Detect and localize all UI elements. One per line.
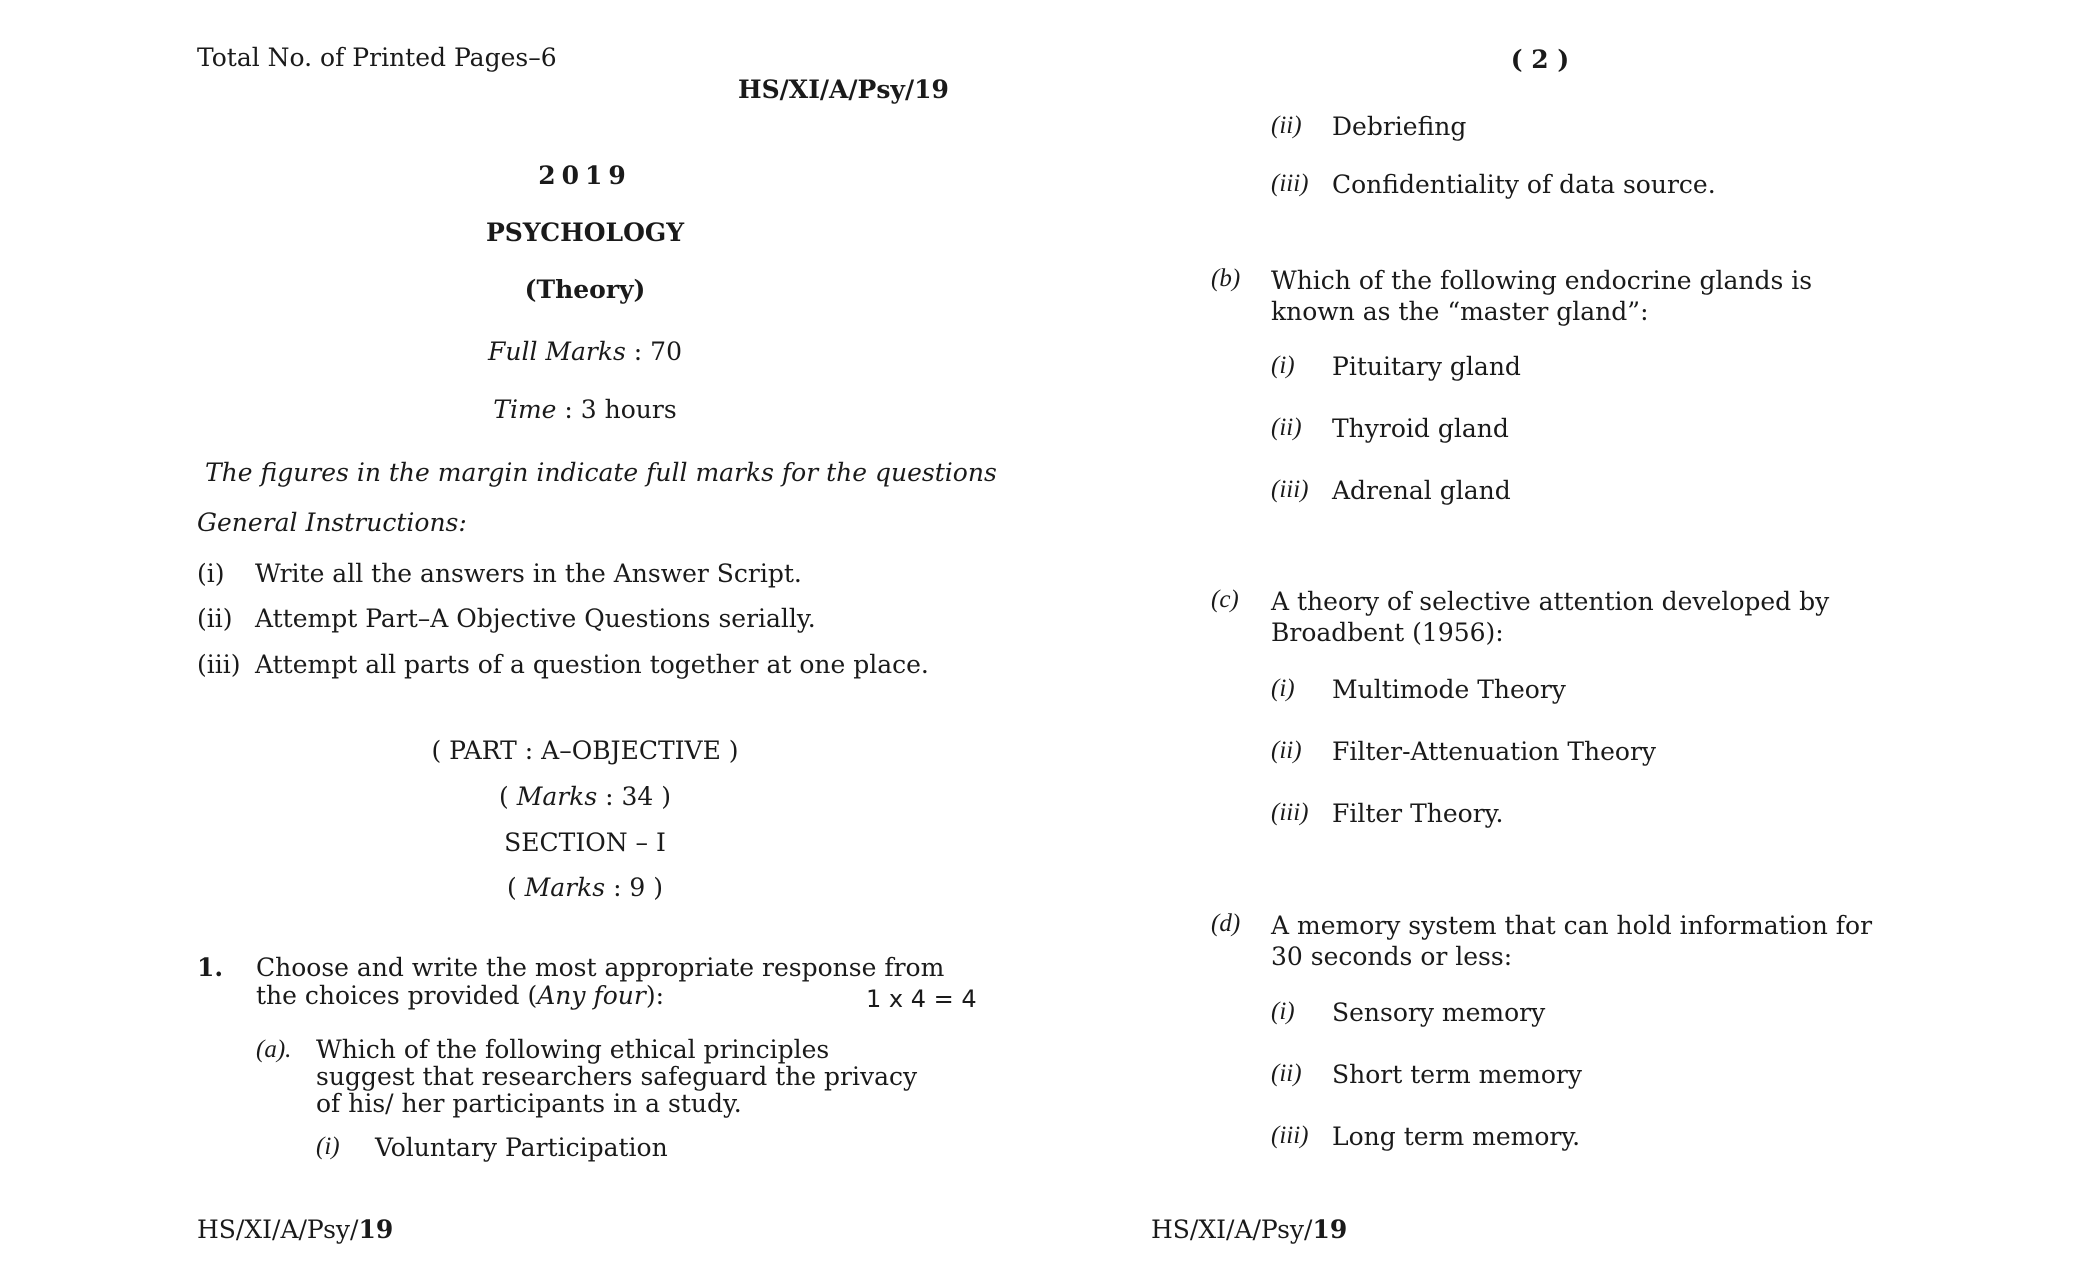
- subquestion-text: Which of the following ethical principles suggest that researchers safeguard the privacy of his/ her participants in a study.: [316, 1035, 918, 1118]
- option-number: (i): [1271, 675, 1295, 702]
- section-marks: [340, 873, 830, 902]
- option-number: (iii): [1271, 170, 1309, 197]
- option-number: (ii): [1271, 112, 1302, 139]
- subquestion-text: A theory of selective attention developed by Broadbent (1956):: [1271, 587, 1830, 647]
- footer-code-year: 19: [1312, 1215, 1348, 1244]
- option-text: Debriefing: [1332, 112, 1467, 141]
- exam-year: 2019: [538, 161, 632, 190]
- subject-title: PSYCHOLOGY: [485, 218, 685, 247]
- instruction-item: [197, 650, 929, 679]
- section-marks-open: (: [506, 873, 517, 902]
- option-text: Adrenal gland: [1332, 476, 1511, 505]
- subquestion-text: Which of the following endocrine glands is known as the “master gland”:: [1271, 266, 1813, 326]
- part-marks-open: (: [499, 782, 509, 811]
- option-text: Multimode Theory: [1332, 675, 1566, 704]
- footer-code-year: 19: [358, 1215, 394, 1244]
- option-text: Sensory memory: [1332, 998, 1546, 1027]
- paper-type: (Theory): [524, 275, 646, 304]
- question-number: 1.: [197, 953, 224, 982]
- time-allowed: [340, 395, 830, 424]
- section-marks-value: : 9 ): [613, 873, 664, 902]
- option-text: Short term memory: [1332, 1060, 1582, 1089]
- subquestion-text: A memory system that can hold information for 30 seconds or less:: [1271, 911, 1873, 971]
- full-marks: [340, 337, 830, 366]
- footer-code: [1151, 1215, 1347, 1244]
- page-number: ( 2 ): [1510, 45, 1570, 74]
- question-text-part: the choices provided (: [256, 981, 538, 1010]
- question-text-line1: Choose and write the most appropriate response from: [256, 953, 945, 982]
- instruction-text: Attempt Part–A Objective Questions serially.: [255, 604, 816, 633]
- question-text-italic: Any four: [537, 981, 646, 1010]
- option-text: Thyroid gland: [1332, 414, 1509, 443]
- time-label: Time: [493, 395, 557, 424]
- instructions-heading: General Instructions:: [197, 508, 467, 537]
- footer-code: [197, 1215, 393, 1244]
- paper-code: HS/XI/A/Psy/19: [738, 75, 949, 104]
- option-number: (i): [1271, 998, 1295, 1025]
- margin-note: The figures in the margin indicate full marks for the questions: [205, 458, 997, 487]
- instruction-number: (ii): [197, 604, 233, 633]
- option-text: Pituitary gland: [1332, 352, 1521, 381]
- question-text-line2: [256, 981, 664, 1010]
- full-marks-value: : 70: [633, 337, 682, 366]
- part-marks: [340, 782, 830, 811]
- instruction-text: Attempt all parts of a question together at one place.: [255, 650, 929, 679]
- footer-code-prefix: HS/XI/A/Psy/: [197, 1215, 359, 1244]
- question-text-part: ):: [645, 981, 665, 1010]
- option-number: (i): [316, 1133, 340, 1160]
- instruction-number: (iii): [197, 650, 241, 679]
- option-number: (i): [1271, 352, 1295, 379]
- option-number: (iii): [1271, 476, 1309, 503]
- full-marks-label: Full Marks: [488, 337, 626, 366]
- subquestion-label: (b): [1211, 265, 1241, 292]
- option-number: (ii): [1271, 414, 1302, 441]
- section-marks-label: Marks: [524, 873, 606, 902]
- subquestion-label: (d): [1211, 910, 1241, 937]
- section-heading: SECTION – I: [504, 828, 666, 857]
- part-marks-label: Marks: [516, 782, 598, 811]
- option-number: (iii): [1271, 1122, 1309, 1149]
- part-marks-value: : 34 ): [605, 782, 671, 811]
- question-marks: 1 x 4 = 4: [866, 985, 977, 1013]
- total-pages: Total No. of Printed Pages–6: [197, 43, 557, 72]
- time-value: : 3 hours: [564, 395, 677, 424]
- option-text: Voluntary Participation: [375, 1133, 668, 1162]
- option-number: (iii): [1271, 799, 1309, 826]
- instruction-number: (i): [197, 559, 225, 588]
- option-number: (ii): [1271, 737, 1302, 764]
- footer-code-prefix: HS/XI/A/Psy/: [1151, 1215, 1313, 1244]
- option-text: Long term memory.: [1332, 1122, 1581, 1151]
- subquestion-label: (c): [1211, 586, 1239, 613]
- option-text: Confidentiality of data source.: [1332, 170, 1716, 199]
- option-number: (ii): [1271, 1060, 1302, 1087]
- subquestion-label: (a).: [256, 1036, 292, 1063]
- instruction-text: Write all the answers in the Answer Script.: [255, 559, 802, 588]
- instruction-item: [197, 559, 802, 588]
- part-heading: ( PART : A–OBJECTIVE ): [431, 736, 739, 765]
- option-text: Filter Theory.: [1332, 799, 1504, 828]
- instruction-item: [197, 604, 816, 633]
- option-text: Filter-Attenuation Theory: [1332, 737, 1657, 766]
